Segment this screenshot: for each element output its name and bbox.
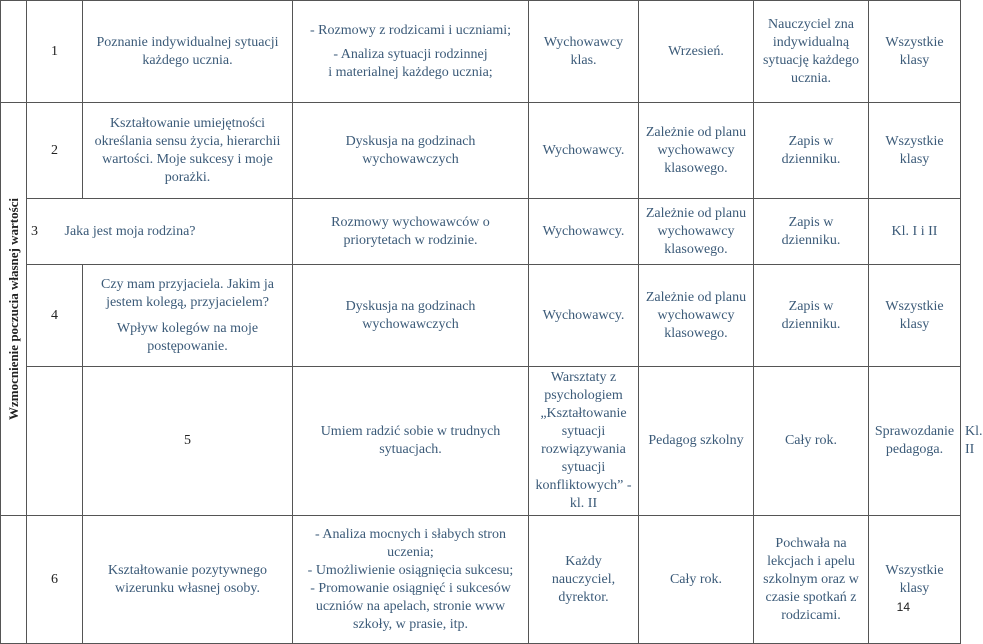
method-line: Dyskusja na godzinach wychowawczych bbox=[345, 133, 476, 167]
method-line: Warsztaty z psychologiem bbox=[544, 370, 623, 403]
evaluation-cell: Zapis w dzienniku. bbox=[754, 265, 869, 367]
methods-cell bbox=[293, 516, 529, 644]
term-cell: Wrzesień. bbox=[639, 1, 754, 103]
method-line: Rozmowy wychowawców o priorytetach w rodzinie. bbox=[331, 214, 490, 248]
topic-cell bbox=[83, 265, 293, 367]
topic-line: Wpływ kolegów na moje postępowanie. bbox=[116, 320, 259, 354]
row-number: 2 bbox=[27, 103, 83, 199]
table-row-1 bbox=[1, 1, 961, 103]
group-cell: Wszystkie klasy bbox=[869, 1, 961, 103]
row-section-spacer-top bbox=[1, 1, 27, 103]
methods-cell bbox=[293, 103, 529, 199]
method-line: i materialnej każdego ucznia; bbox=[328, 64, 493, 80]
row-number: 6 bbox=[27, 516, 83, 644]
method-line: - Rozmowy z rodzicami i uczniami; bbox=[310, 22, 511, 38]
term-cell: Cały rok. bbox=[754, 367, 869, 516]
responsible-cell: Wychowawcy. bbox=[529, 103, 639, 199]
methods-cell bbox=[293, 265, 529, 367]
term-cell: Zależnie od planu wychowawcy klasowego. bbox=[639, 265, 754, 367]
term-cell: Cały rok. bbox=[639, 516, 754, 644]
responsible-cell: Wychowawcy. bbox=[529, 265, 639, 367]
responsible-cell: Pedagog szkolny bbox=[639, 367, 754, 516]
methods-cell bbox=[529, 367, 639, 516]
method-line: - Analiza mocnych i słabych stron uczenia; bbox=[315, 526, 506, 560]
group-cell: Kl. I i II bbox=[869, 199, 961, 265]
responsible-cell: Każdy nauczyciel, dyrektor. bbox=[529, 516, 639, 644]
row-section-spacer-bottom bbox=[1, 516, 27, 644]
group-cell: Wszystkie klasy bbox=[869, 265, 961, 367]
method-line: - Analiza sytuacji rodzinnej bbox=[333, 46, 488, 62]
topic-line: Czy mam przyjaciela. Jakim ja jestem kolegą, przyjacielem? bbox=[101, 276, 274, 310]
topic-cell: Kształtowanie umiejętności określania sensu życia, hierarchii wartości. Moje sukcesy i moje porażki. bbox=[83, 103, 293, 199]
row-number: 3 bbox=[31, 223, 38, 239]
method-line: Dyskusja na godzinach wychowawczych bbox=[345, 298, 476, 332]
evaluation-cell: Zapis w dzienniku. bbox=[754, 103, 869, 199]
topic-cell: Poznanie indywidualnej sytuacji każdego ucznia. bbox=[83, 1, 293, 103]
topic-text: Jaka jest moja rodzina? bbox=[64, 223, 196, 239]
evaluation-cell: Sprawozdanie pedagoga. bbox=[869, 367, 961, 516]
topic-cell bbox=[27, 199, 293, 265]
table-row-4 bbox=[1, 265, 961, 367]
section-label-cell bbox=[1, 103, 27, 516]
responsible-cell: Wychowawcy klas. bbox=[529, 1, 639, 103]
row-number: 4 bbox=[27, 265, 83, 367]
term-cell: Zależnie od planu wychowawcy klasowego. bbox=[639, 199, 754, 265]
group-cell: Wszystkie klasy bbox=[869, 516, 961, 644]
evaluation-cell: Zapis w dzienniku. bbox=[754, 199, 869, 265]
topic-cell: Umiem radzić sobie w trudnych sytuacjach. bbox=[293, 367, 529, 516]
table-row-3 bbox=[1, 199, 961, 265]
evaluation-cell: Nauczyciel zna indywidualną sytuację każdego ucznia. bbox=[754, 1, 869, 103]
term-cell: Zależnie od planu wychowawcy klasowego. bbox=[639, 103, 754, 199]
method-line: „Kształtowanie sytuacji rozwiązywania sytuacji konfliktowych” - kl. II bbox=[535, 406, 632, 511]
page-number: 14 bbox=[896, 600, 910, 614]
group-cell: Wszystkie klasy bbox=[869, 103, 961, 199]
section-label: Wzmocnienie poczucia własnej wartości bbox=[5, 197, 21, 421]
method-line: - Promowanie osiągnięć i sukcesów uczniów na apelach, stronie www szkoły, w prasie, itp. bbox=[310, 580, 511, 632]
table-row-5: 5 Umiem radzić sobie w trudnych sytuacjach. Warsztaty z psychologiem „Kształtowanie sytuacji rozwiązywania sytuacji konfliktowych” - kl. II Pedagog szkolny Cały rok. Sprawozdanie pedagoga. Kl. II bbox=[1, 367, 961, 516]
row-number: 5 bbox=[83, 367, 293, 516]
methods-cell bbox=[293, 199, 529, 265]
responsible-cell: Wychowawcy. bbox=[529, 199, 639, 265]
methods-cell bbox=[293, 1, 529, 103]
table-row-2 bbox=[1, 103, 961, 199]
row-number: 1 bbox=[27, 1, 83, 103]
topic-cell: Kształtowanie pozytywnego wizerunku własnej osoby. bbox=[83, 516, 293, 644]
method-line: - Umożliwienie osiągnięcia sukcesu; bbox=[307, 562, 514, 578]
row-section-spacer bbox=[27, 367, 83, 516]
evaluation-cell: Pochwała na lekcjach i apelu szkolnym oraz w czasie spotkań z rodzicami. bbox=[754, 516, 869, 644]
table-row-6 bbox=[1, 516, 961, 644]
